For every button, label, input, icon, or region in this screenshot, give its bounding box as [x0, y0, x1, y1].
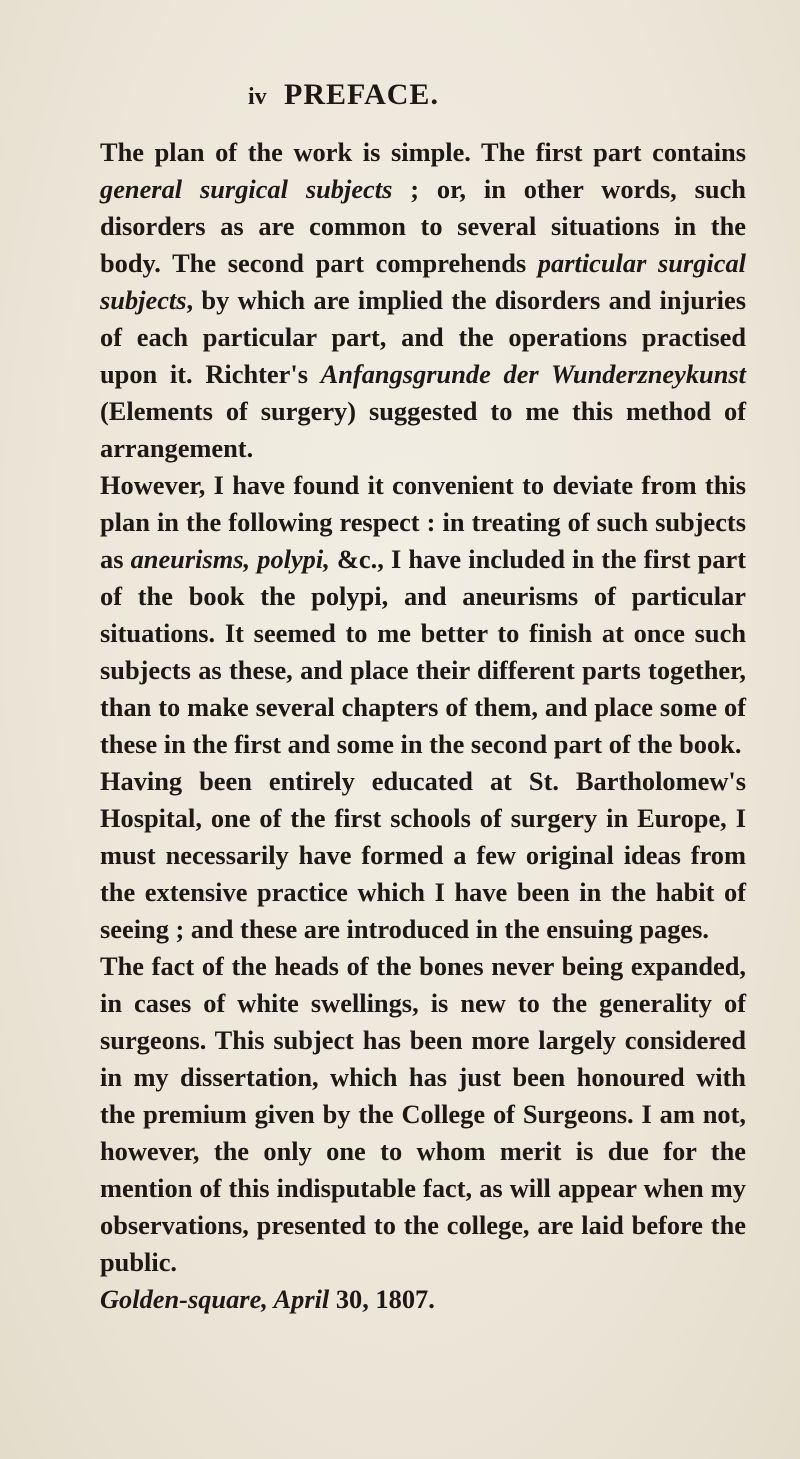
italic-run: Anfangsgrunde der Wunderzneykunst — [320, 359, 746, 389]
page-number: iv — [248, 84, 267, 110]
paragraph — [100, 763, 746, 948]
text-run: &c., I have included in the first part of the book the polypi, and aneurisms of particular situations. It seemed to me better to finish at once such subjects as these, and place their different parts together, than to make several chapters of them, and place some of these in the first and some in the second part of the book. — [100, 544, 746, 759]
page-header — [0, 78, 800, 118]
paragraph — [100, 134, 746, 467]
signoff-place: Golden-square, — [100, 1284, 268, 1314]
text-run: The fact of the heads of the bones never being expanded, in cases of white swellings, is new to the generality of surgeons. This subject has been more largely considered in my dissertation, which has just been honoured with the premium given by the College of Surgeons. I am not, however, the only one to whom merit is due for the mention of this indisputable fact, as will appear when my observations, presented to the college, are laid before the public. — [100, 951, 746, 1277]
italic-run: particular surgical subjects — [100, 248, 746, 315]
text-run: However, I have found it convenient to deviate from this plan in the following respect : in treating of such subjects as — [100, 470, 746, 574]
paragraph — [100, 467, 746, 763]
text-run: , by which are implied the disorders and injuries of each particular part, and the operations practised upon it. Richter's — [100, 285, 746, 389]
text-run: ; or, in other words, such disorders as are common to several situations in the body. The second part comprehends — [100, 174, 746, 278]
text-run: The plan of the work is simple. The first part contains — [100, 137, 746, 167]
paragraph — [100, 948, 746, 1281]
text-run: Having been entirely educated at St. Bartholomew's Hospital, one of the first schools of surgery in Europe, I must necessarily have formed a few original ideas from the extensive practice which I have been in the habit of seeing ; and these are introduced in the ensuing pages. — [100, 766, 746, 944]
italic-run: general surgical subjects — [100, 174, 393, 204]
preface-body — [100, 134, 746, 1318]
running-head: PREFACE. — [284, 78, 439, 111]
signoff-dateline — [100, 1281, 746, 1318]
signoff-date: 30, 1807. — [329, 1284, 435, 1314]
signoff-month: April — [273, 1284, 330, 1314]
text-run: (Elements of surgery) suggested to me this method of arrangement. — [100, 396, 746, 463]
italic-run: aneurisms, polypi, — [130, 544, 330, 574]
